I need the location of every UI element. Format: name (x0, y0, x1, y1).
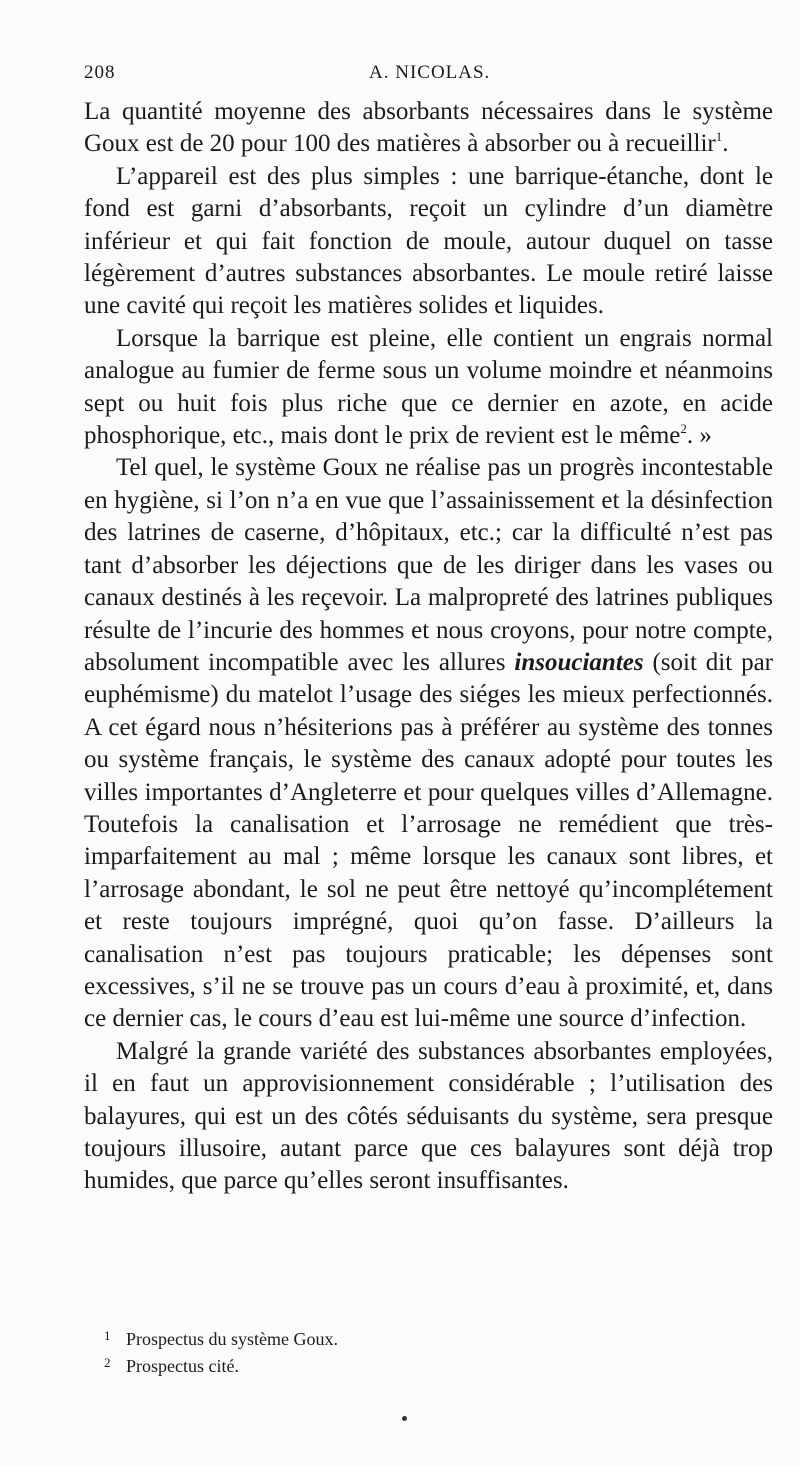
paragraph (84, 96, 773, 161)
paragraph (84, 452, 773, 1035)
printer-mark (402, 1416, 407, 1421)
footnote-ref: 2 (680, 421, 687, 437)
footnote (104, 1351, 744, 1378)
paragraph (84, 161, 773, 323)
paragraph-text: (soit dit par euphémisme) du matelot l’usage des siéges les mieux perfectionnés. A cet égard nous n’hésiterions pas à préférer au système des tonnes ou système français, le système des canaux adopté pour toutes les villes importantes d’Angleterre et pour quelques villes d’Allemagne. Toutefois la canalisation et l’arrosage ne remédient que très-imparfaitement au mal ; même lorsque les canaux sont libres, et l’arrosage abondant, le sol ne peut être nettoyé qu’incomplétement et reste toujours imprégné, quoi qu’on fasse. D’ailleurs la canalisation n’est pas toujours praticable; les dépenses sont excessives, s’il ne se trouve pas un cours d’eau à proximité, et, dans ce dernier cas, le cours d’eau est lui-même une source d’infection. (84, 648, 774, 1033)
italic-word: insouciantes (514, 648, 644, 676)
footnote (104, 1324, 744, 1351)
running-header (84, 62, 770, 86)
footnote-text: Prospectus cité. (126, 1356, 239, 1376)
footnote-ref: 1 (715, 129, 723, 145)
paragraph-text: Tel quel, le système Goux ne réalise pas un progrès incontestable en hygiène, si l’on n’a en vue que l’assainissement et la désinfection des latrines de caserne, d’hôpitaux, etc.; car la difficulté n’est pas tant d’absorber les déjections que de les diriger dans les vases ou canaux destinés à les reçevoir. La malpropreté des latrines publiques résulte de l’incurie des hommes et nous croyons, pour notre compte, absolument incompatible avec les allures (84, 454, 773, 676)
paragraph (84, 1036, 773, 1198)
paragraph-end: . » (686, 422, 712, 450)
footnotes (104, 1324, 744, 1378)
paragraph-text: Lorsque la barrique est pleine, elle contient un engrais normal analogue au fumier de ferme sous un volume moindre et néanmoins sept ou huit fois plus riche que ce dernier en azote, en acide phosphorique, etc., mais dont le prix de revient est le même (84, 324, 773, 450)
paragraph (84, 323, 773, 453)
paragraph-text: Malgré la grande variété des substances absorbantes employées, il en faut un approvisionnement considérable ; l’utilisation des balayures, qui est un des côtés séduisants du système, sera presque toujours illusoire, autant parce que ces balayures sont déjà trop humides, que parce qu’elles seront insuffisantes. (84, 1037, 773, 1195)
page-number: 208 (84, 62, 116, 83)
footnote-text: Prospectus du système Goux. (126, 1329, 338, 1349)
body-text (84, 96, 773, 1198)
paragraph-text: La quantité moyenne des absorbants nécessaires dans le système Goux est de 20 pour 100 des matières à absorber ou à recueillir (84, 98, 773, 158)
paragraph-text: L’appareil est des plus simples : une barrique-étanche, dont le fond est garni d’absorbants, reçoit un cylindre d’un diamètre inférieur et qui fait fonction de moule, autour duquel on tasse légèrement d’autres substances absorbantes. Le moule retiré laisse une cavité qui reçoit les matières solides et liquides. (84, 162, 773, 320)
paragraph-end: . (722, 130, 729, 158)
running-title: A. NICOLAS. (369, 62, 491, 83)
footnote-mark: 1 (104, 1328, 111, 1343)
footnote-mark: 2 (104, 1355, 111, 1370)
